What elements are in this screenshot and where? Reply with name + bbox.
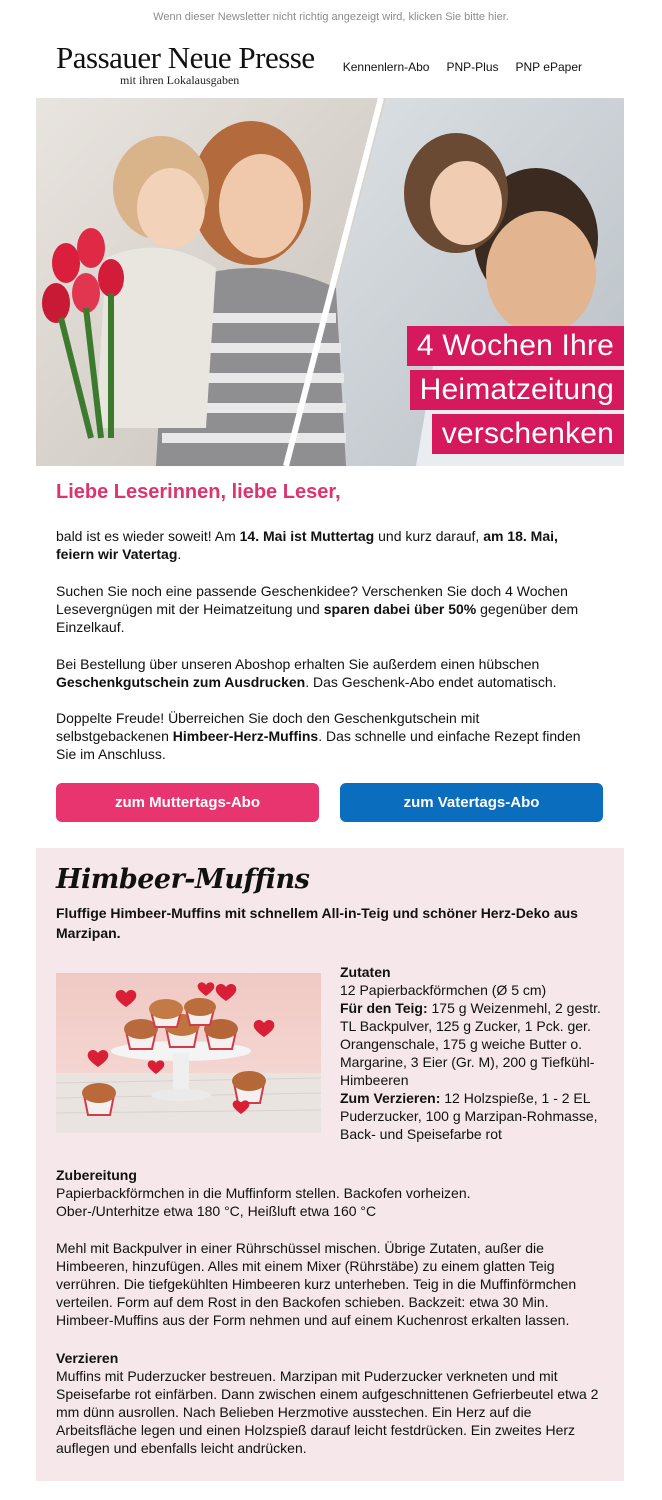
preparation-heading: Zubereitung [56,1167,137,1183]
vatertags-abo-button[interactable]: zum Vatertags-Abo [340,783,603,822]
preheader-link[interactable]: Wenn dieser Newsletter nicht richtig angezeigt wird, klicken Sie bitte hier. [153,11,509,23]
ingredients-decor: Zum Verzieren: 12 Holzspieße, 1 - 2 EL Puderzucker, 100 g Marzipan-Rohmasse, Back- und Speisefarbe rot [340,1090,598,1142]
masthead-logo[interactable] [56,42,326,87]
preparation-line-1: Papierbackförmchen in die Muffinform stellen. Backofen vorheizen. [56,1185,471,1201]
preparation-block [56,1166,606,1220]
intro-paragraph-2: Suchen Sie noch eine passende Geschenkidee? Verschenken Sie doch 4 Wochen Lesevergnügen mit der Heimatzeitung und sparen dabei über 50% gegenüber dem Einzelkauf. [56,583,579,635]
logo-title: Passauer Neue Presse [56,40,315,75]
logo-subtitle: mit ihren Lokalausgaben [120,73,240,87]
decoration-block [56,1349,606,1457]
decoration-heading: Verzieren [56,1350,119,1366]
intro-paragraph-4: Doppelte Freude! Überreichen Sie doch den Geschenkgutschein mit selbstgebackenen Himbeer-Herz-Muffins. Das schnelle und einfache Rezept finden Sie im Anschluss. [56,710,581,762]
ingredients-heading: Zutaten [340,964,391,980]
ingredients-dough: Für den Teig: 175 g Weizenmehl, 2 gestr. TL Backpulver, 125 g Zucker, 1 Pck. ger. Orangenschale, 175 g weiche Butter o. Margarine, 3 Eier (Gr. M), 200 g Tiefkühl-Himbeeren [340,1000,601,1088]
nav-kennenlern-abo[interactable]: Kennenlern-Abo [342,60,430,74]
ingredients-line-1: 12 Papierbackförmchen (Ø 5 cm) [340,982,547,998]
top-nav [343,60,582,74]
hero-banner[interactable] [36,98,624,466]
intro-paragraph-1: bald ist es wieder soweit! Am 14. Mai ist Muttertag und kurz darauf, am 18. Mai, feiern wir Vatertag. [56,528,558,562]
intro-paragraph-3: Bei Bestellung über unseren Aboshop erhalten Sie außerdem einen hübschen Geschenkgutschein zum Ausdrucken. Das Geschenk-Abo endet automatisch. [56,656,557,690]
ingredients-block [340,963,606,1143]
muffins-photo [56,973,321,1133]
hero-caption-line-3: verschenken [432,414,624,454]
recipe-title: Himbeer-Muffins [56,864,310,895]
recipe-subtitle: Fluffige Himbeer-Muffins mit schnellem All-in-Teig und schöner Herz-Deko aus Marzipan. [56,905,578,941]
hero-caption-line-2: Heimatzeitung [410,370,624,410]
muttertags-abo-button[interactable]: zum Muttertags-Abo [56,783,319,822]
greeting-heading: Liebe Leserinnen, liebe Leser, [56,481,341,503]
preparation-paragraph: Mehl mit Backpulver in einer Rührschüssel mischen. Übrige Zutaten, außer die Himbeeren, hinzufügen. Alles mit einem Mixer (Rührstäbe) zu einem glatten Teig verrühren. Die tiefgekühlten Himbeeren kurz unterheben. Teig in die Muffinförmchen verteilen. Form auf dem Rost in den Backofen schieben. Backzeit: etwa 30 Min. Himbeer-Muffins aus der Form nehmen und auf einem Kuchenrost erkalten lassen. [56,1240,577,1328]
nav-pnp-epaper[interactable]: PNP ePaper [515,60,582,74]
hero-caption-line-1: 4 Wochen Ihre [407,326,624,366]
nav-pnp-plus[interactable]: PNP-Plus [446,60,499,74]
decoration-paragraph: Muffins mit Puderzucker bestreuen. Marzipan mit Puderzucker verkneten und mit Speisefarbe rot einfärben. Dann zwischen einem aufgeschnittenen Gefrierbeutel etwa 2 mm dünn ausrollen. Nach Belieben Herzmotive ausstechen. Ein Herz auf die Arbeitsfläche legen und einen Holzspieß darauf leicht festdrücken. Ein zweites Herz auflegen und ebenfalls leicht andrücken. [56,1368,599,1456]
hero-photo [36,98,624,466]
preparation-line-2: Ober-/Unterhitze etwa 180 °C, Heißluft etwa 160 °C [56,1203,377,1219]
preheader [0,11,662,23]
recipe-section [36,848,624,1481]
